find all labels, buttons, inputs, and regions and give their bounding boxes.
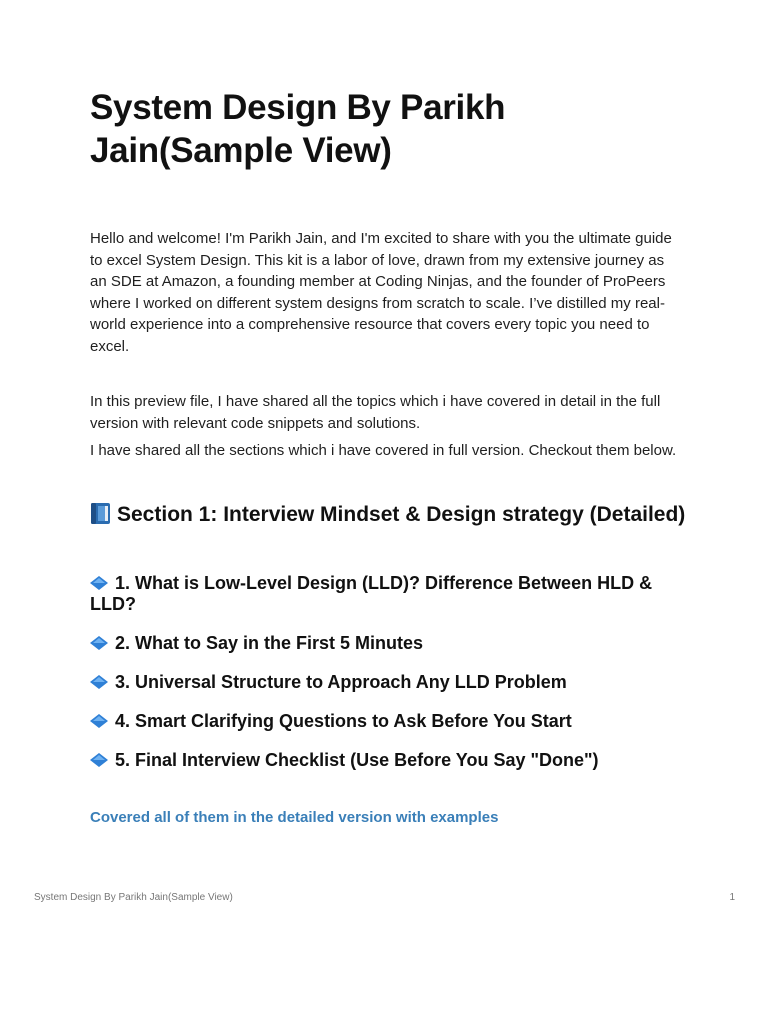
blue-diamond-icon [90,712,108,726]
topic-item [90,573,690,615]
section-heading [90,502,690,527]
topic-item [90,672,690,693]
section-heading-text: Section 1: Interview Mindset & Design strategy (Detailed) [117,503,686,526]
sections-paragraph: I have shared all the sections which i have covered in full version. Checkout them below. [90,442,677,459]
page-title: System Design By Parikh Jain(Sample View) [90,88,506,170]
topic-text: 3. Universal Structure to Approach Any LLD Problem [115,672,567,692]
footer-title: System Design By Parikh Jain(Sample View) [34,892,233,903]
blue-diamond-icon [90,751,108,765]
topic-text: 4. Smart Clarifying Questions to Ask Before You Start [115,711,572,731]
topic-item [90,633,690,654]
topic-text: 5. Final Interview Checklist (Use Before You Say "Done") [115,750,599,770]
detailed-version-note: Covered all of them in the detailed version with examples [90,809,499,826]
topic-item [90,750,690,771]
preview-paragraph: In this preview file, I have shared all the topics which i have covered in detail in the full version with relevant code snippets and solutions. [90,393,661,432]
blue-diamond-icon [90,574,108,588]
intro-paragraph: Hello and welcome! I'm Parikh Jain, and I'm excited to share with you the ultimate guide to excel System Design. This kit is a labor of love, drawn from my extensive journey as an SDE at Amazon, a founding member at Coding Ninjas, and the founder of ProPeers where I worked on different system designs from scratch to scale. I’ve distilled my real-world experience into a comprehensive resource that covers every topic you need to excel. [90,230,672,355]
blue-diamond-icon [90,673,108,687]
page-number: 1 [729,892,735,903]
topic-text: 2. What to Say in the First 5 Minutes [115,633,424,653]
blue-diamond-icon [90,634,108,648]
blue-book-icon [90,502,111,525]
topic-item [90,711,690,732]
topic-text: 1. What is Low-Level Design (LLD)? Difference Between HLD & LLD? [90,573,653,614]
